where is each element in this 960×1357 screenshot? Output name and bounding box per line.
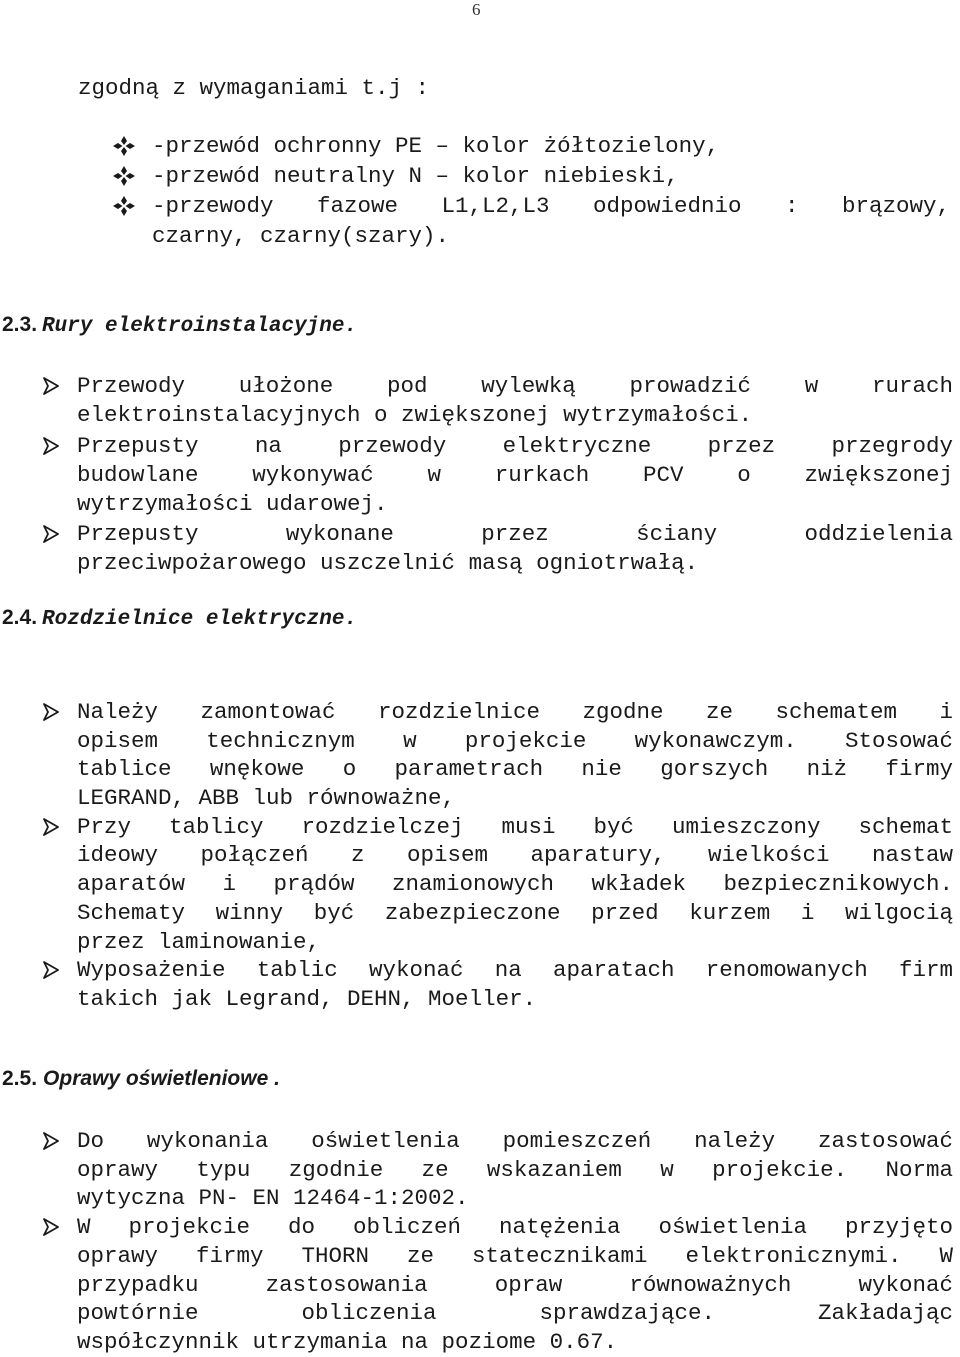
paragraph-line: Do wykonania oświetlenia pomieszczeń należy zastosować [77,1128,953,1154]
section-number: 2.3. [2,313,38,336]
paragraph-line: Przepusty wykonane przez ściany oddzielenia [77,521,953,547]
paragraph-line: tablice wnękowe o parametrach nie gorszych niż firmy [77,756,953,782]
paragraph-line: współczynnik utrzymania na poziome 0.67. [77,1329,618,1355]
paragraph-line: przeciwpożarowego uszczelnić masą ogniotrwałą. [77,550,699,576]
section-number: 2.5. [2,1067,38,1090]
paragraph-line: Wyposażenie tablic wykonać na aparatach renomowanych firm [77,957,953,983]
section-title: Rury elektroinstalacyjne. [42,315,358,338]
paragraph-line: przez laminowanie, [77,929,321,955]
arrow-bullet-icon [42,703,60,721]
arrow-bullet-icon [42,818,60,836]
paragraph-line: przypadku zastosowania opraw równoważnych wykonać [77,1272,953,1298]
list-item-continuation: czarny, czarny(szary). [152,223,450,249]
intro-text: zgodną z wymaganiami t.j : [78,75,430,101]
paragraph-line: oprawy firmy THORN ze statecznikami elektronicznymi. W [77,1243,953,1269]
paragraph-line: Schematy winny być zabezpieczone przed kurzem i wilgocią [77,900,953,926]
diamond-bullet-icon [112,135,136,157]
paragraph-line: takich jak Legrand, DEHN, Moeller. [77,986,537,1012]
arrow-bullet-icon [42,1218,60,1236]
section-heading [2,1066,280,1092]
arrow-bullet-icon [42,961,60,979]
section-title: Rozdzielnice elektryczne. [42,608,358,631]
list-item: -przewody fazowe L1,L2,L3 odpowiednio : brązowy, [152,193,950,219]
arrow-bullet-icon [42,1132,60,1150]
section-heading [2,312,357,340]
page-number: 6 [472,0,481,19]
diamond-bullet-icon [112,195,136,217]
paragraph-line: Należy zamontować rozdzielnice zgodne ze schematem i [77,699,953,725]
arrow-bullet-icon [42,525,60,543]
paragraph-line: wytrzymałości udarowej. [77,491,388,517]
list-item: -przewód ochronny PE – kolor żółtozielony, [152,133,720,159]
section-heading [2,605,357,633]
section-number: 2.4. [2,606,38,629]
section-title: Oprawy oświetleniowe . [43,1067,280,1090]
diamond-bullet-icon [112,165,136,187]
paragraph-line: Przy tablicy rozdzielczej musi być umieszczony schemat [77,814,953,840]
paragraph-line: opisem technicznym w projekcie wykonawczym. Stosować [77,728,953,754]
arrow-bullet-icon [42,437,60,455]
paragraph-line: powtórnie obliczenia sprawdzające. Zakładając [77,1300,953,1326]
paragraph-line: ideowy połączeń z opisem aparatury, wielkości nastaw [77,842,953,868]
paragraph-line: W projekcie do obliczeń natężenia oświetlenia przyjęto [77,1214,953,1240]
paragraph-line: elektroinstalacyjnych o zwiększonej wytrzymałości. [77,402,753,428]
list-item: -przewód neutralny N – kolor niebieski, [152,163,679,189]
paragraph-line: wytyczna PN- EN 12464-1:2002. [77,1185,469,1211]
paragraph-line: budowlane wykonywać w rurkach PCV o zwiększonej [77,462,953,488]
paragraph-line: aparatów i prądów znamionowych wkładek bezpiecznikowych. [77,871,953,897]
paragraph-line: Przepusty na przewody elektryczne przez przegrody [77,433,953,459]
arrow-bullet-icon [42,377,60,395]
paragraph-line: Przewody ułożone pod wylewką prowadzić w rurach [77,373,953,399]
paragraph-line: LEGRAND, ABB lub równoważne, [77,785,456,811]
paragraph-line: oprawy typu zgodnie ze wskazaniem w projekcie. Norma [77,1157,953,1183]
